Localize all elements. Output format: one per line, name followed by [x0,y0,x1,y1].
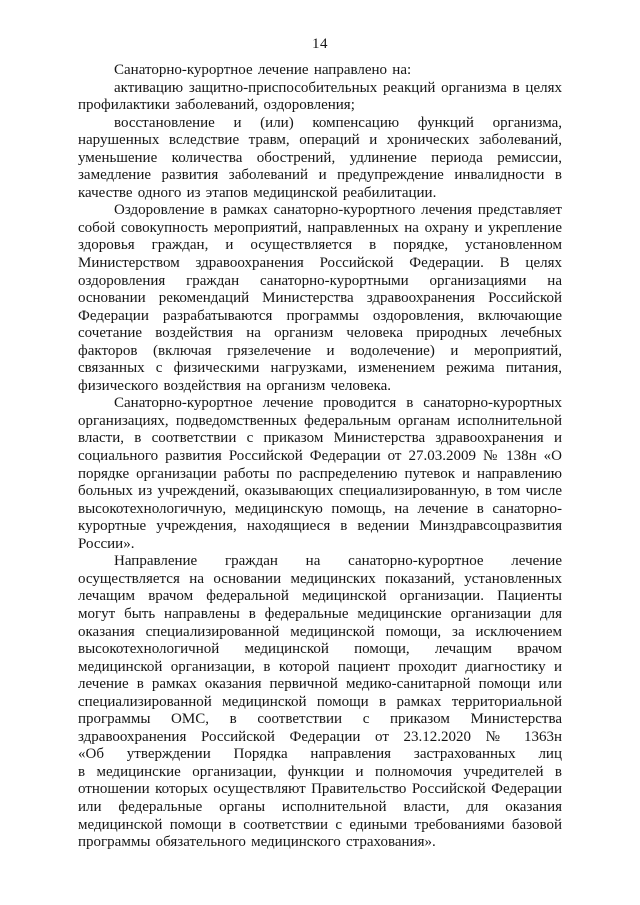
paragraph: активацию защитно-приспособительных реакций организма в целях профилактики заболеваний, оздоровления; [78,79,562,114]
page-number: 14 [312,36,328,52]
paragraph: Санаторно-курортное лечение проводится в санаторно-курортных организациях, подведомственных федеральным органам исполнительной власти, в соответствии с приказом Министерства здравоохранения и социального развития Российской Федерации от 27.03.2009 № 138н «О порядке организации работы по распределению путевок и направлению больных из учреждений, оказывающих специализированную, в том числе высокотехнологичную, медицинскую помощь, на лечение в санаторно-курортные учреждения, находящиеся в ведении Минздравсоцразвития России». [78,395,562,552]
paragraph: восстановление и (или) компенсацию функций организма, нарушенных вследствие травм, операций и хронических заболеваний, уменьшение количества обострений, удлинение периода ремиссии, замедление развития заболеваний и предупреждение инвалидности в качестве одного из этапов медицинской реабилитации. [78,114,562,201]
document-body [78,62,562,852]
paragraph: Направление граждан на санаторно-курортное лечение осуществляется на основании медицинских показаний, установленных лечащим врачом федеральной медицинской организации. Пациенты могут быть направлены в федеральные медицинские организации для оказания специализированной медицинской помощи, за исключением высокотехнологичной медицинской помощи, лечащим врачом медицинской организации, в которой пациент проходит диагностику и лечение в рамках оказания первичной медико-санитарной помощи или специализированной медицинской помощи в рамках территориальной программы ОМС, в соответствии с приказом Министерства здравоохранения Российской Федерации от 23.12.2020 № 1363н «Об утверждении Порядка направления застрахованных лиц в медицинские организации, функции и полномочия учредителей в отношении которых осуществляют Правительство Российской Федерации или федеральные органы исполнительной власти, для оказания медицинской помощи в соответствии с едиными требованиями базовой программы обязательного медицинского страхования». [78,553,562,851]
paragraph: Санаторно-курортное лечение направлено на: [114,62,412,78]
paragraph: Оздоровление в рамках санаторно-курортного лечения представляет собой совокупность мероприятий, направленных на охрану и укрепление здоровья граждан, и осуществляется в порядке, установленном Министерством здравоохранения Российской Федерации. В целях оздоровления граждан санаторно-курортными организациями на основании рекомендаций Министерства здравоохранения Российской Федерации разрабатываются программы оздоровления, включающие сочетание воздействия на организм человека природных лечебных факторов (включая грязелечение и водолечение) и мероприятий, связанных с физическими нагрузками, изменением режима питания, физического воздействия на организм человека. [78,202,562,394]
